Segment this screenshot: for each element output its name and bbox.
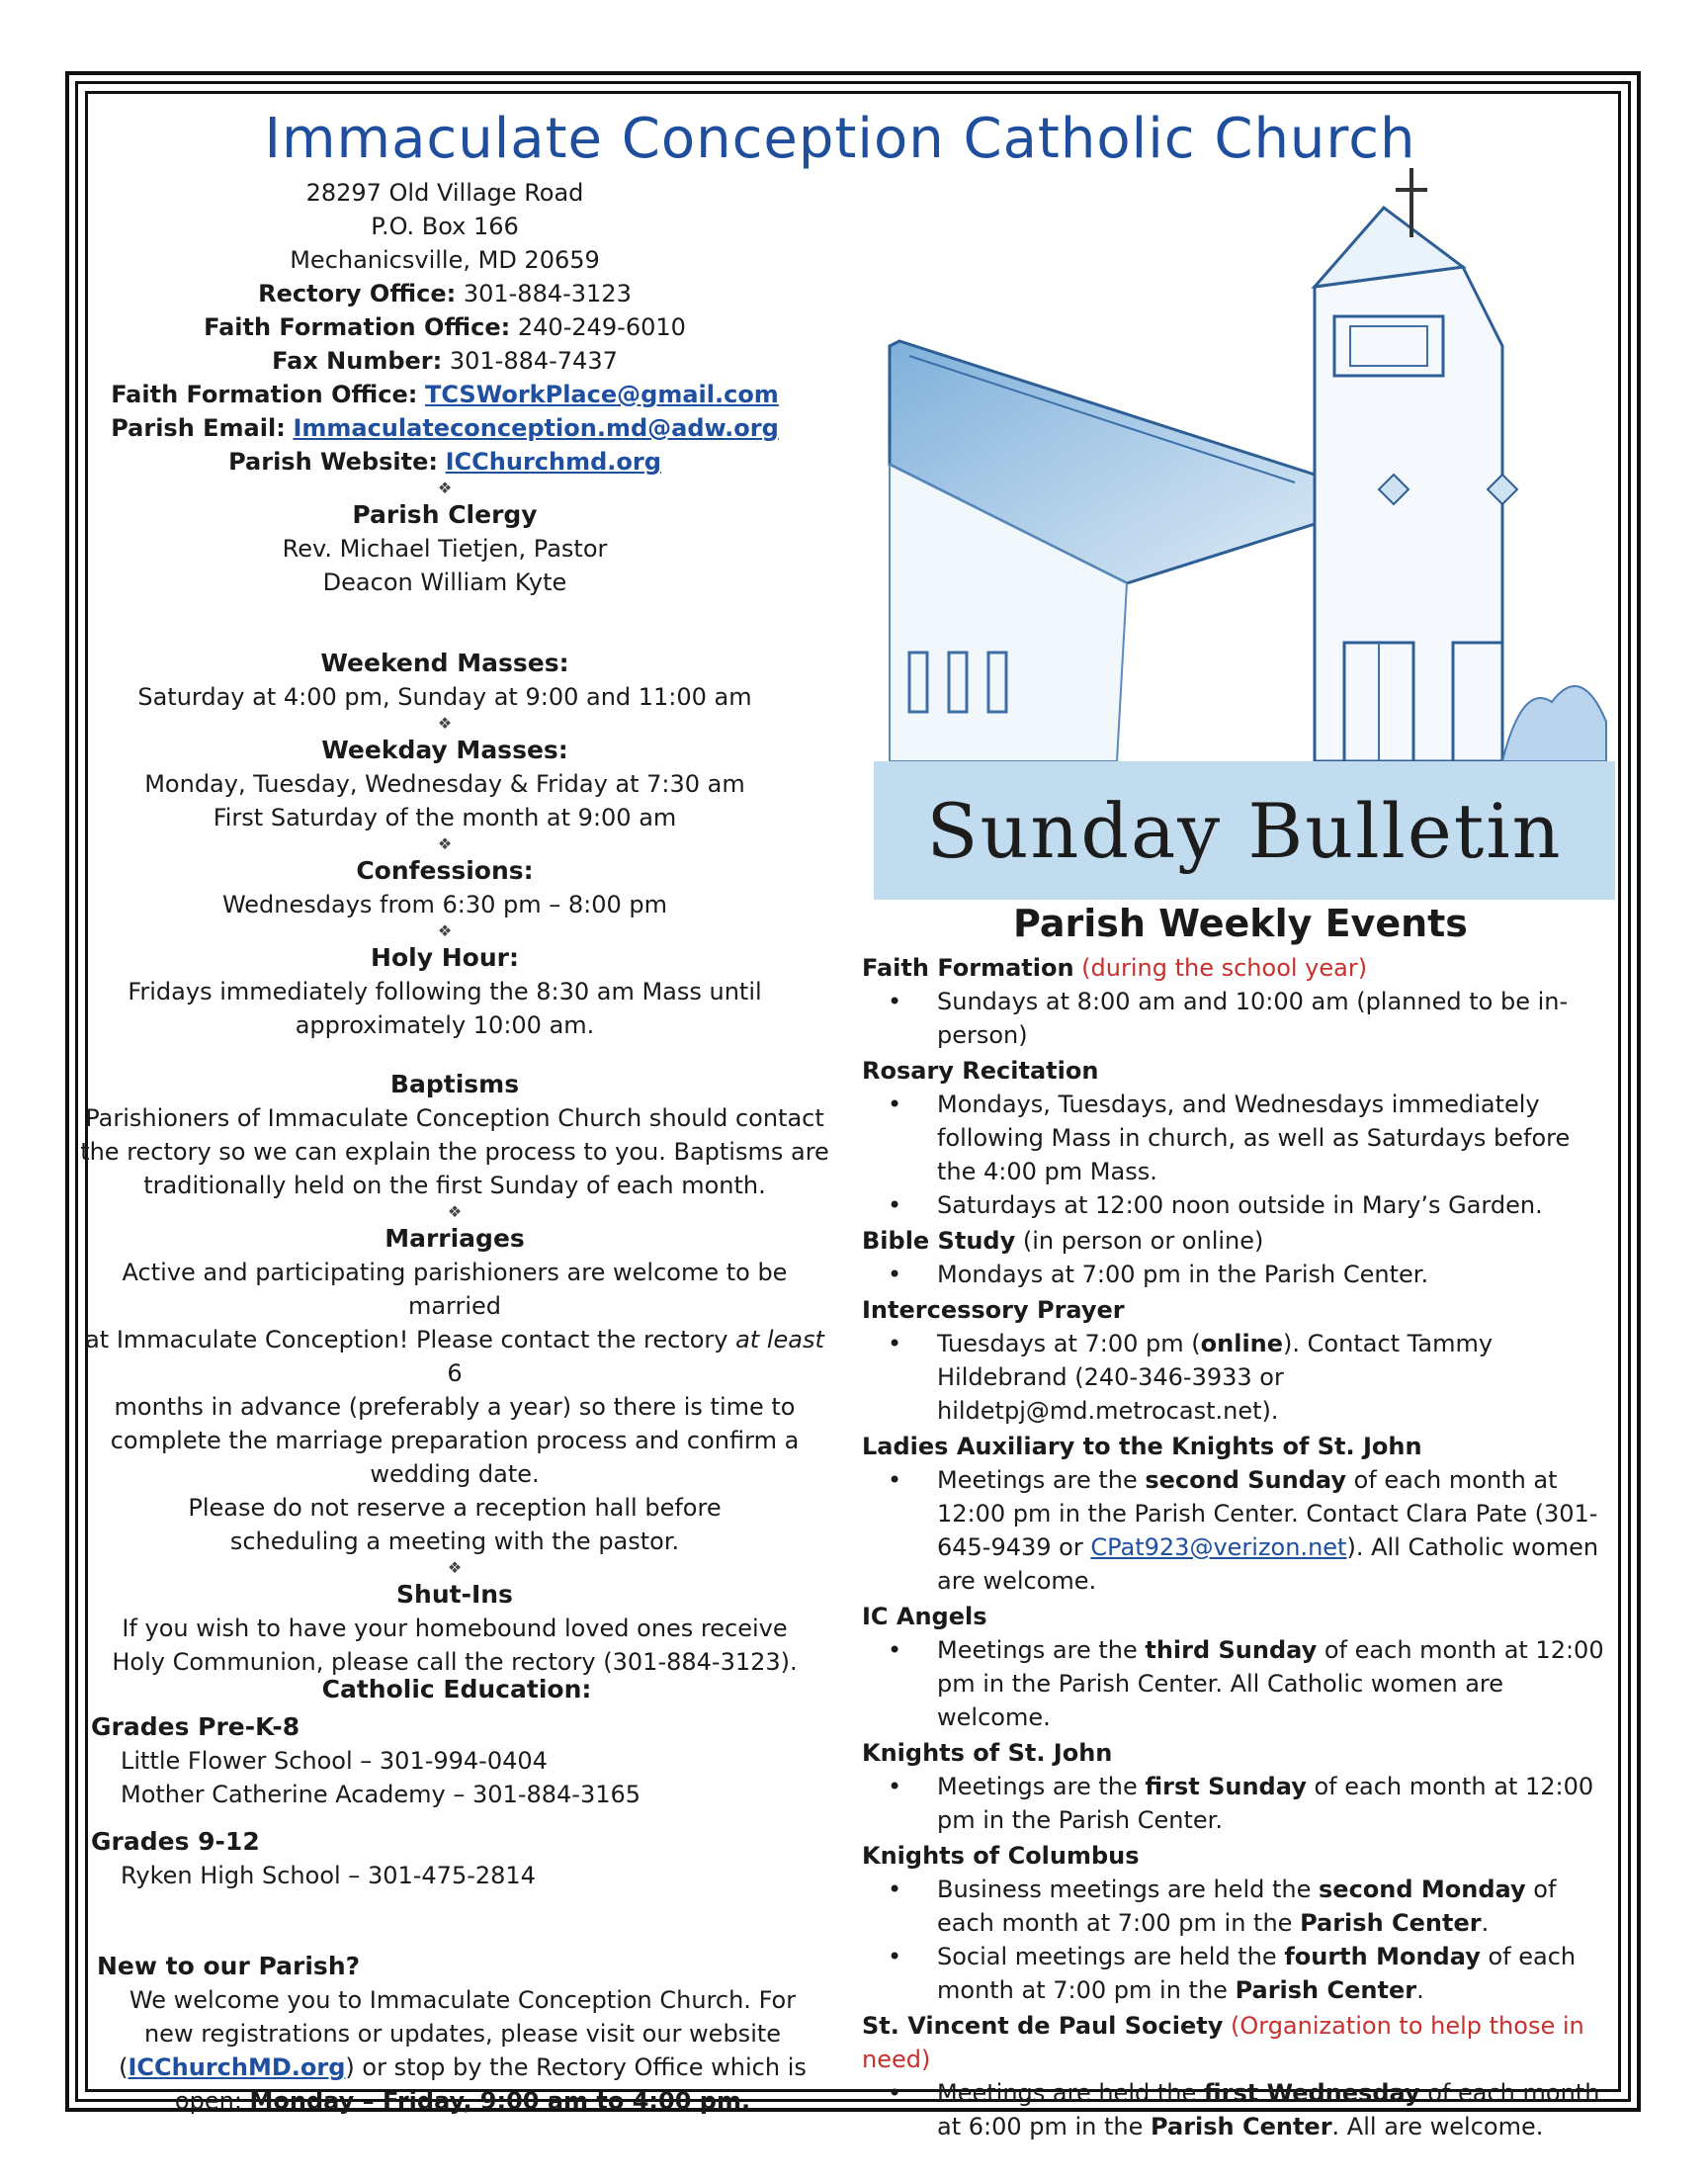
baptisms-line-1: Parishioners of Immaculate Conception Church should contact [85, 1104, 824, 1132]
rectory-office: Rectory Office: 301-884-3123 [258, 280, 632, 307]
list-item: • Sundays at 8:00 am and 10:00 am (planned to be in-person) [862, 985, 1613, 1052]
weekday-masses-heading: Weekday Masses: [321, 736, 568, 764]
weekend-masses-text: Saturday at 4:00 pm, Sunday at 9:00 and 11:00 am [137, 683, 752, 711]
holy-hour-heading: Holy Hour: [371, 943, 519, 972]
event-intercessory-prayer: Intercessory Prayer [862, 1296, 1125, 1324]
list-item: • Social meetings are held the fourth Monday of each month at 7:00 pm in the Parish Center. [862, 1940, 1613, 2007]
diamond-separator-icon: ❖ [437, 714, 453, 733]
new-parish-website-link[interactable]: ICChurchMD.org [128, 2053, 346, 2081]
education-heading: Catholic Education: [321, 1675, 592, 1703]
new-parish-line-4: open: Monday – Friday, 9:00 am to 4:00 pm. [174, 2087, 751, 2115]
shutins-heading: Shut-Ins [396, 1580, 513, 1609]
faith-formation-email-link[interactable]: TCSWorkPlace@gmail.com [425, 381, 779, 408]
list-item: • Meetings are held the first Wednesday of each month at 6:00 pm in the Parish Center. All are welcome. [862, 2076, 1613, 2143]
clergy-heading: Parish Clergy [352, 500, 538, 529]
grades-prek8-heading: Grades Pre-K-8 [91, 1712, 300, 1741]
church-illustration [870, 168, 1611, 761]
event-ladies-auxiliary: Ladies Auxiliary to the Knights of St. John [862, 1433, 1422, 1460]
address-line-1: 28297 Old Village Road [305, 179, 584, 207]
diamond-separator-icon: ❖ [437, 479, 453, 497]
marriages-line-7: scheduling a meeting with the pastor. [229, 1528, 680, 1555]
event-bible-study: Bible Study (in person or online) [862, 1227, 1264, 1255]
sunday-bulletin-text: Sunday Bulletin [926, 786, 1563, 875]
weekly-events-list [862, 949, 1613, 2143]
ladies-email-link[interactable]: CPat923@verizon.net [1090, 1533, 1347, 1561]
marriages-line-1: Active and participating parishioners are welcome to be married [122, 1259, 788, 1320]
education-block [91, 1673, 822, 1892]
faith-formation-email: Faith Formation Office: TCSWorkPlace@gmail.com [111, 381, 779, 408]
grades-9-12-heading: Grades 9-12 [91, 1827, 260, 1856]
weekly-events-title: Parish Weekly Events [1013, 902, 1468, 945]
list-item: • Meetings are the first Sunday of each month at 12:00 pm in the Parish Center. [862, 1770, 1613, 1837]
list-item: • Saturdays at 12:00 noon outside in Mary’s Garden. [862, 1188, 1613, 1222]
marriages-line-3: months in advance (preferably a year) so there is time to [114, 1393, 796, 1421]
marriages-heading: Marriages [384, 1224, 525, 1253]
faith-formation-phone: Faith Formation Office: 240-249-6010 [204, 313, 686, 341]
diamond-separator-icon: ❖ [437, 834, 453, 853]
fax-number: Fax Number: 301-884-7437 [272, 347, 618, 375]
confessions-text: Wednesdays from 6:30 pm – 8:00 pm [221, 891, 668, 918]
new-parish-line-3: (ICChurchMD.org) or stop by the Rectory Office which is [119, 2053, 807, 2081]
event-ic-angels: IC Angels [862, 1603, 987, 1630]
masses-block [79, 647, 811, 1042]
holy-hour-text-2: approximately 10:00 am. [295, 1011, 595, 1039]
baptisms-line-3: traditionally held on the first Sunday of each month. [143, 1172, 766, 1199]
list-item: • Mondays, Tuesdays, and Wednesdays immediately following Mass in church, as well as Saturdays before the 4:00 pm Mass. [862, 1088, 1613, 1188]
school-mother-catherine: Mother Catherine Academy – 301-884-3165 [121, 1781, 641, 1808]
parish-website: Parish Website: ICChurchmd.org [228, 448, 661, 476]
clergy-deacon: Deacon William Kyte [322, 568, 567, 596]
list-item: • Meetings are the second Sunday of each month at 12:00 pm in the Parish Center. Contact Clara Pate (301-645-9439 or CPat923@verizon.net). All Catholic women are welcome. [862, 1463, 1613, 1598]
diamond-separator-icon: ❖ [447, 1202, 463, 1221]
baptisms-line-2: the rectory so we can explain the process to you. Baptisms are [80, 1138, 829, 1166]
confessions-heading: Confessions: [356, 856, 534, 885]
event-knights-columbus: Knights of Columbus [862, 1842, 1140, 1870]
new-parish-line-2: new registrations or updates, please visit our website [143, 2020, 782, 2048]
sacraments-block [79, 1068, 830, 1679]
parish-email: Parish Email: Immaculateconception.md@adw.org [111, 414, 779, 442]
list-item: • Mondays at 7:00 pm in the Parish Center. [862, 1258, 1613, 1291]
marriages-line-6: Please do not reserve a reception hall before [188, 1494, 722, 1522]
school-ryken: Ryken High School – 301-475-2814 [121, 1862, 536, 1889]
event-st-vincent-de-paul: St. Vincent de Paul Society (Organization to help those in need) [862, 2012, 1584, 2073]
new-parish-line-1: We welcome you to Immaculate Conception Church. For [128, 1986, 797, 2014]
contact-block [79, 176, 811, 599]
diamond-separator-icon: ❖ [447, 1558, 463, 1577]
address-line-2: P.O. Box 166 [371, 213, 519, 240]
holy-hour-text-1: Fridays immediately following the 8:30 am Mass until [128, 978, 762, 1005]
new-parish-block [97, 1950, 828, 2118]
school-little-flower: Little Flower School – 301-994-0404 [121, 1747, 548, 1775]
shutins-line-2: Holy Communion, please call the rectory (301-884-3123). [112, 1648, 798, 1676]
church-title: Immaculate Conception Catholic Church [264, 107, 1416, 171]
weekday-masses-text-1: Monday, Tuesday, Wednesday & Friday at 7:30 am [144, 770, 745, 798]
address-city: Mechanicsville, MD 20659 [290, 246, 600, 274]
marriages-line-5: wedding date. [370, 1460, 540, 1488]
baptisms-heading: Baptisms [389, 1070, 520, 1098]
new-parish-heading: New to our Parish? [97, 1952, 361, 1980]
sunday-bulletin-banner [874, 761, 1615, 900]
event-faith-formation: Faith Formation (during the school year) [862, 954, 1368, 982]
parish-website-link[interactable]: ICChurchmd.org [445, 448, 661, 476]
event-knights-st-john: Knights of St. John [862, 1739, 1113, 1767]
shutins-line-1: If you wish to have your homebound loved ones receive [122, 1615, 788, 1642]
list-item: • Tuesdays at 7:00 pm (online). Contact Tammy Hildebrand (240-346-3933 or hildetpj@md.metrocast.net). [862, 1327, 1613, 1428]
list-item: • Meetings are the third Sunday of each month at 12:00 pm in the Parish Center. All Catholic women are welcome. [862, 1633, 1613, 1734]
weekend-masses-heading: Weekend Masses: [320, 649, 569, 677]
parish-email-link[interactable]: Immaculateconception.md@adw.org [293, 414, 779, 442]
marriages-line-4: complete the marriage preparation process and confirm a [110, 1427, 800, 1454]
event-rosary-recitation: Rosary Recitation [862, 1057, 1099, 1085]
diamond-separator-icon: ❖ [437, 921, 453, 940]
weekday-masses-text-2: First Saturday of the month at 9:00 am [213, 804, 677, 831]
list-item: • Business meetings are held the second Monday of each month at 7:00 pm in the Parish Center. [862, 1873, 1613, 1940]
clergy-pastor: Rev. Michael Tietjen, Pastor [282, 535, 608, 563]
marriages-line-2: at Immaculate Conception! Please contact the rectory at least 6 [85, 1326, 824, 1387]
